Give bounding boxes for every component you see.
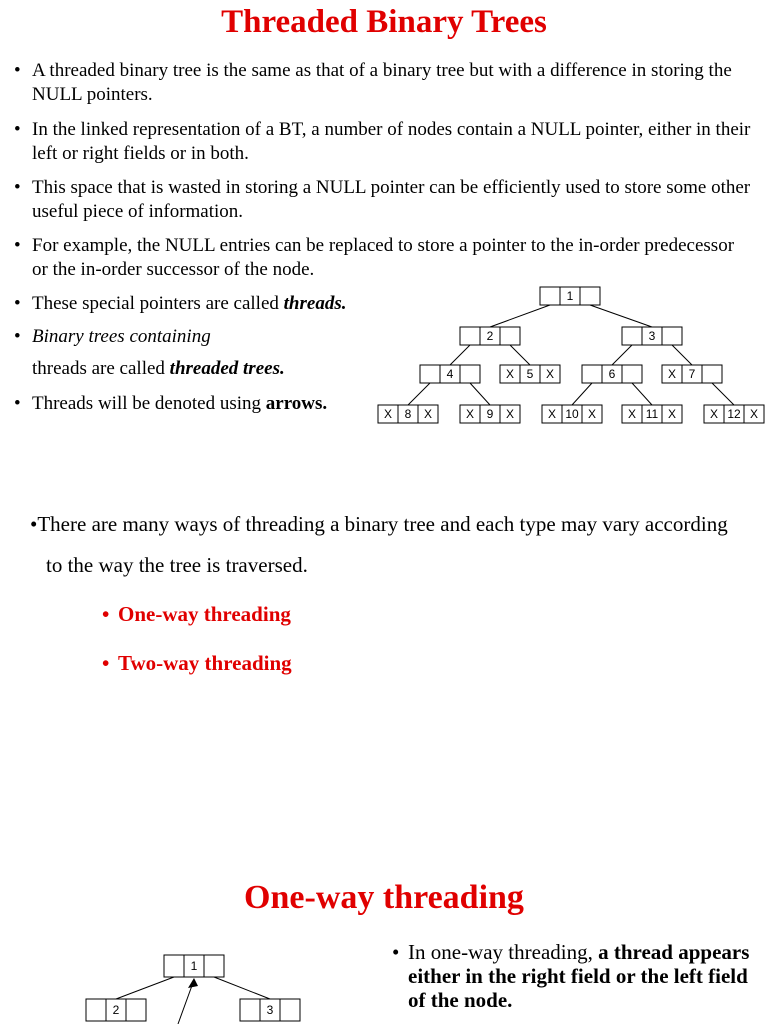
bullet-dot: • (14, 177, 21, 198)
tree-node (622, 327, 682, 345)
tree-edge (672, 345, 692, 365)
bullet-dot: • (14, 293, 21, 314)
tree-node (86, 999, 146, 1021)
threads-term: threads. (283, 293, 347, 314)
bullet-emphasis: a thread appears either in the right field or the left field of the node. (408, 940, 750, 1012)
tree-edge (408, 383, 430, 405)
one-way-tree-diagram (80, 950, 320, 1024)
null-mark: X (545, 367, 555, 381)
thread-arrowhead (188, 978, 198, 988)
tree-edge (612, 345, 632, 365)
bullet-text: Binary trees containing (32, 326, 211, 347)
threading-type-item (102, 650, 292, 676)
bullet-dot: • (14, 326, 21, 347)
node-value: 11 (645, 407, 659, 421)
tree-edge (712, 383, 734, 405)
null-mark: X (505, 407, 515, 421)
node-value: 3 (648, 329, 656, 343)
null-mark: X (383, 407, 393, 421)
tree-node (704, 405, 764, 423)
null-mark: X (667, 407, 677, 421)
binary-tree-diagram (370, 282, 768, 430)
bullet-text: In one-way threading, (408, 940, 599, 964)
tree-node (420, 365, 480, 383)
arrows-bullet (14, 392, 412, 416)
bullet-dot: • (14, 393, 21, 414)
tree-node (460, 327, 520, 345)
null-mark: X (709, 407, 719, 421)
null-mark: X (465, 407, 475, 421)
tree-edge (470, 383, 490, 405)
node-value: 2 (112, 1003, 120, 1017)
bullet-item (14, 234, 752, 282)
arrows-term: arrows. (265, 393, 328, 414)
bullet-item (14, 176, 752, 224)
tree-edge (572, 383, 592, 405)
null-mark: X (547, 407, 557, 421)
bullet-text: In the linked representation of a BT, a number of nodes contain a NULL pointer, either in their left or right fields or in both. (32, 119, 751, 164)
tree-edge (490, 305, 550, 327)
tree-node (540, 287, 600, 305)
intro-bullet (30, 504, 746, 586)
node-value: 6 (608, 367, 616, 381)
tree-edge (590, 305, 652, 327)
tree-node (662, 365, 722, 383)
null-mark: X (667, 367, 677, 381)
bullet-text: This space that is wasted in storing a NULL pointer can be efficiently used to store some other useful piece of information. (32, 177, 751, 222)
threading-type-label: Two-way threading (118, 651, 292, 675)
node-value: 1 (566, 289, 574, 303)
one-way-bullet (392, 940, 768, 1012)
null-mark: X (587, 407, 597, 421)
threaded-trees-term: threaded trees. (169, 358, 285, 379)
null-mark: X (505, 367, 515, 381)
threading-type-label: One-way threading (118, 602, 291, 626)
bullet-text: A threaded binary tree is the same as that of a binary tree but with a difference in storing the NULL pointers. (32, 60, 732, 105)
tree-edge (116, 977, 174, 999)
node-value: 4 (446, 367, 454, 381)
null-mark: X (627, 407, 637, 421)
node-value: 1 (190, 959, 198, 973)
threading-type-item (102, 601, 291, 627)
bullet-text: These special pointers are called (32, 293, 284, 314)
bullet-dot: • (30, 512, 38, 536)
tree-node (582, 365, 642, 383)
node-value: 8 (404, 407, 412, 421)
bullet-dot: • (14, 235, 21, 256)
node-value: 12 (727, 407, 741, 421)
bullet-dot: • (102, 651, 110, 675)
tree-edge (214, 977, 270, 999)
bullet-dot: • (14, 60, 21, 81)
node-value: 2 (486, 329, 494, 343)
tree-node (500, 365, 560, 383)
tree-node (622, 405, 682, 423)
tree-node (378, 405, 438, 423)
threads-bullet (14, 292, 412, 316)
null-mark: X (423, 407, 433, 421)
bullet-text: For example, the NULL entries can be replaced to store a pointer to the in-order predecessor or the in-order successor of the node. (32, 235, 735, 280)
bullet-text: There are many ways of threading a binary tree and each type may vary according to the way the tree is traversed. (37, 512, 728, 577)
tree-node (542, 405, 602, 423)
tree-edge (632, 383, 652, 405)
tree-node (240, 999, 300, 1021)
node-value: 9 (486, 407, 494, 421)
node-value: 5 (526, 367, 534, 381)
bullet-item (14, 118, 752, 166)
bullet-dot: • (14, 119, 21, 140)
bullet-item (14, 59, 752, 107)
tree-node (164, 955, 224, 977)
slide-title: Threaded Binary Trees (221, 4, 547, 40)
node-value: 7 (688, 367, 696, 381)
bullet-text: threads are called (32, 358, 170, 379)
bullet-dot: • (102, 602, 110, 626)
null-mark: X (749, 407, 759, 421)
threaded-trees-bullet (14, 325, 412, 349)
slide-title: One-way threading (244, 879, 524, 916)
bullet-text: Threads will be denoted using (32, 393, 266, 414)
threaded-trees-line2 (32, 357, 412, 381)
tree-node (460, 405, 520, 423)
bullet-dot: • (392, 940, 400, 964)
tree-edge (510, 345, 530, 365)
tree-edge (450, 345, 470, 365)
node-value: 3 (266, 1003, 274, 1017)
node-value: 10 (565, 407, 579, 421)
